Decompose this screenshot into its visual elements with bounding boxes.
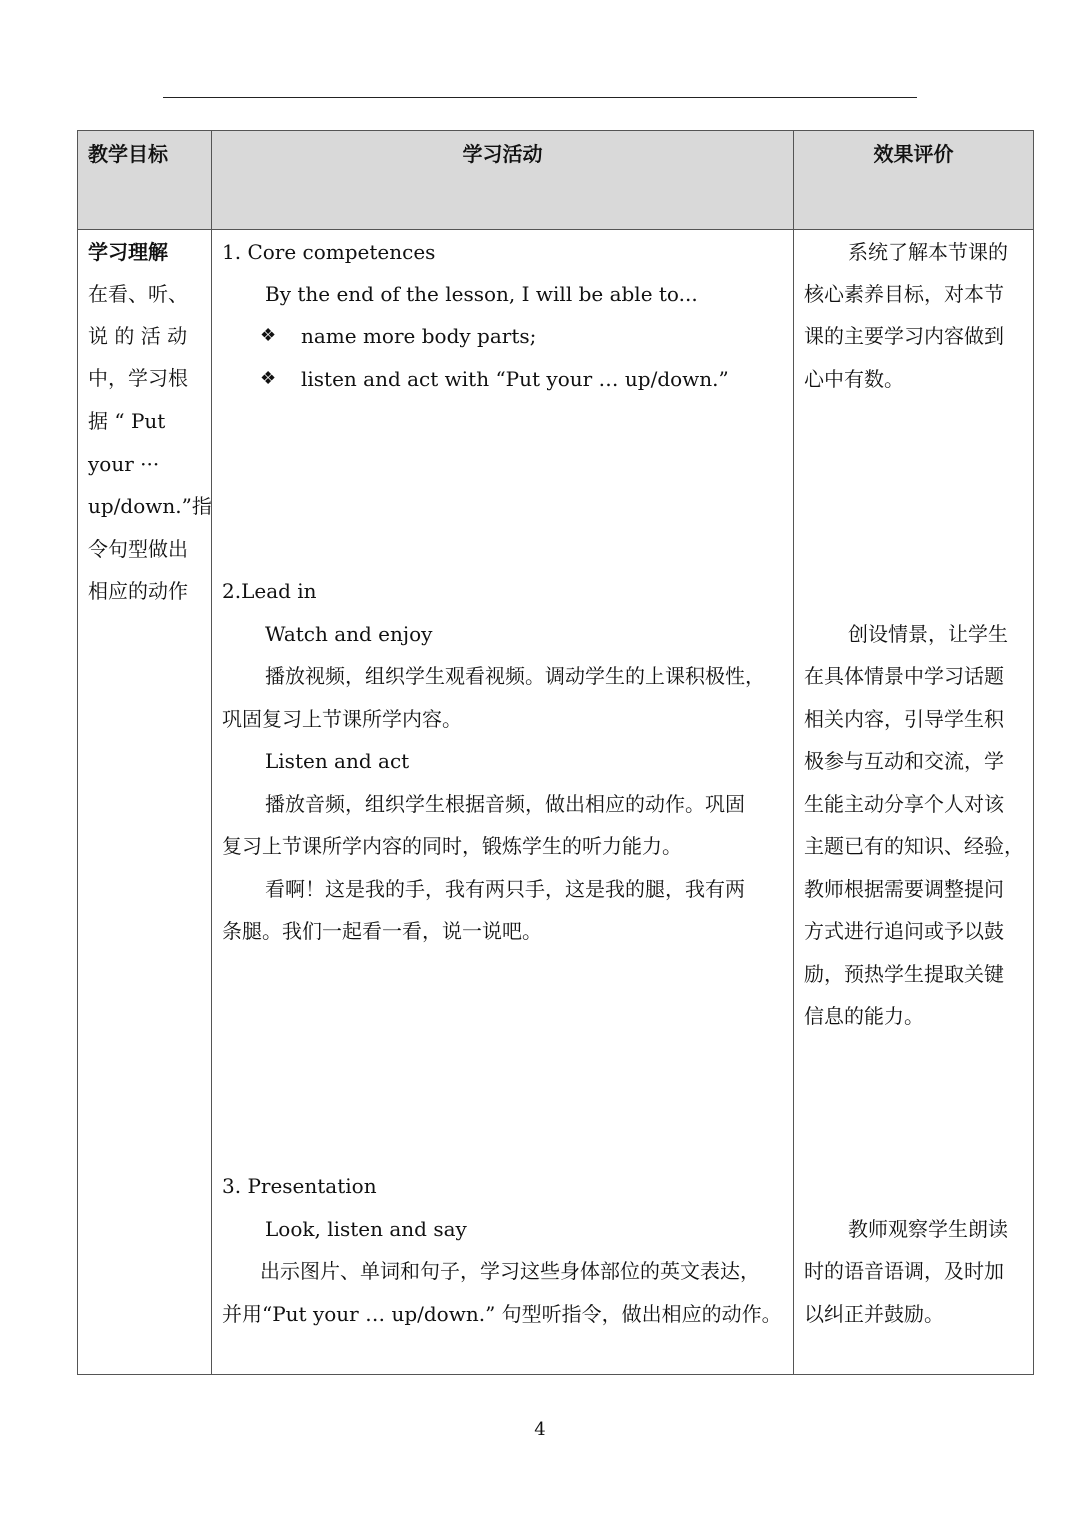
column-divider-2 <box>793 131 794 1374</box>
evaluation-text: 信息的能力。 <box>804 1004 924 1028</box>
evaluation-text: 在具体情景中学习话题 <box>804 664 1004 688</box>
core-competence-item: name more body parts; <box>301 324 537 348</box>
evaluation-text: 生能主动分享个人对该 <box>804 792 1004 816</box>
goal-line: 说 的 活 动 <box>88 324 188 348</box>
lead-in-watch-text: 巩固复习上节课所学内容。 <box>222 707 462 731</box>
header-rule <box>163 97 917 98</box>
page-number: 4 <box>534 1419 546 1440</box>
presentation-text: 并用“Put your … up/down.” 句型听指令，做出相应的动作。 <box>222 1302 782 1326</box>
evaluation-text: 心中有数。 <box>804 367 904 391</box>
lead-in-prompt-text: 看啊！这是我的手，我有两只手，这是我的腿，我有两 <box>265 877 745 901</box>
section-core-competences-heading: 1. Core competences <box>222 240 436 264</box>
evaluation-text: 励，预热学生提取关键 <box>804 962 1004 986</box>
header-divider <box>78 229 1033 230</box>
evaluation-text: 课的主要学习内容做到 <box>804 324 1004 348</box>
lead-in-listen-subheading: Listen and act <box>265 749 410 773</box>
header-effect-evaluation: 效果评价 <box>873 142 954 166</box>
lead-in-listen-text: 播放音频，组织学生根据音频，做出相应的动作。巩固 <box>265 792 745 816</box>
goal-line: up/down.”指 <box>88 494 212 518</box>
diamond-bullet-icon: ❖ <box>260 368 277 389</box>
evaluation-text: 教师观察学生朗读 <box>848 1217 1008 1241</box>
evaluation-text: 系统了解本节课的 <box>848 240 1008 264</box>
goal-line: your ··· <box>88 452 160 476</box>
goal-line: 令句型做出 <box>88 537 188 561</box>
column-divider-1 <box>211 131 212 1374</box>
evaluation-text: 以纠正并鼓励。 <box>804 1302 944 1326</box>
section-presentation-heading: 3. Presentation <box>222 1174 377 1198</box>
core-competences-intro: By the end of the lesson, I will be able to... <box>265 282 698 306</box>
evaluation-text: 教师根据需要调整提问 <box>804 877 1004 901</box>
presentation-subheading: Look, listen and say <box>265 1217 467 1241</box>
lead-in-watch-text: 播放视频，组织学生观看视频。调动学生的上课积极性， <box>265 664 765 688</box>
goal-line: 相应的动作 <box>88 579 188 603</box>
goal-line: 据 “ Put <box>88 409 166 433</box>
evaluation-text: 时的语音语调，及时加 <box>804 1259 1004 1283</box>
evaluation-text: 方式进行追问或予以鼓 <box>804 919 1004 943</box>
evaluation-text: 核心素养目标，对本节 <box>804 282 1004 306</box>
header-teaching-goal: 教学目标 <box>88 142 168 166</box>
lead-in-prompt-text: 条腿。我们一起看一看，说一说吧。 <box>222 919 542 943</box>
evaluation-text: 主题已有的知识、经验， <box>804 834 1024 858</box>
diamond-bullet-icon: ❖ <box>260 325 277 346</box>
goal-line: 中，学习根 <box>88 366 188 390</box>
goal-line: 在看、听、 <box>88 282 188 306</box>
evaluation-text: 相关内容，引导学生积 <box>804 707 1004 731</box>
evaluation-text: 极参与互动和交流，学 <box>804 749 1004 773</box>
goal-title: 学习理解 <box>88 240 168 264</box>
lead-in-watch-subheading: Watch and enjoy <box>265 622 433 646</box>
evaluation-text: 创设情景，让学生 <box>848 622 1008 646</box>
lead-in-listen-text: 复习上节课所学内容的同时，锻炼学生的听力能力。 <box>222 834 682 858</box>
core-competence-item: listen and act with “Put your … up/down.” <box>301 367 729 391</box>
header-learning-activity: 学习活动 <box>462 142 543 166</box>
lesson-plan-table <box>77 130 1034 1375</box>
section-lead-in-heading: 2.Lead in <box>222 579 317 603</box>
presentation-text: 出示图片、单词和句子，学习这些身体部位的英文表达， <box>260 1259 760 1283</box>
